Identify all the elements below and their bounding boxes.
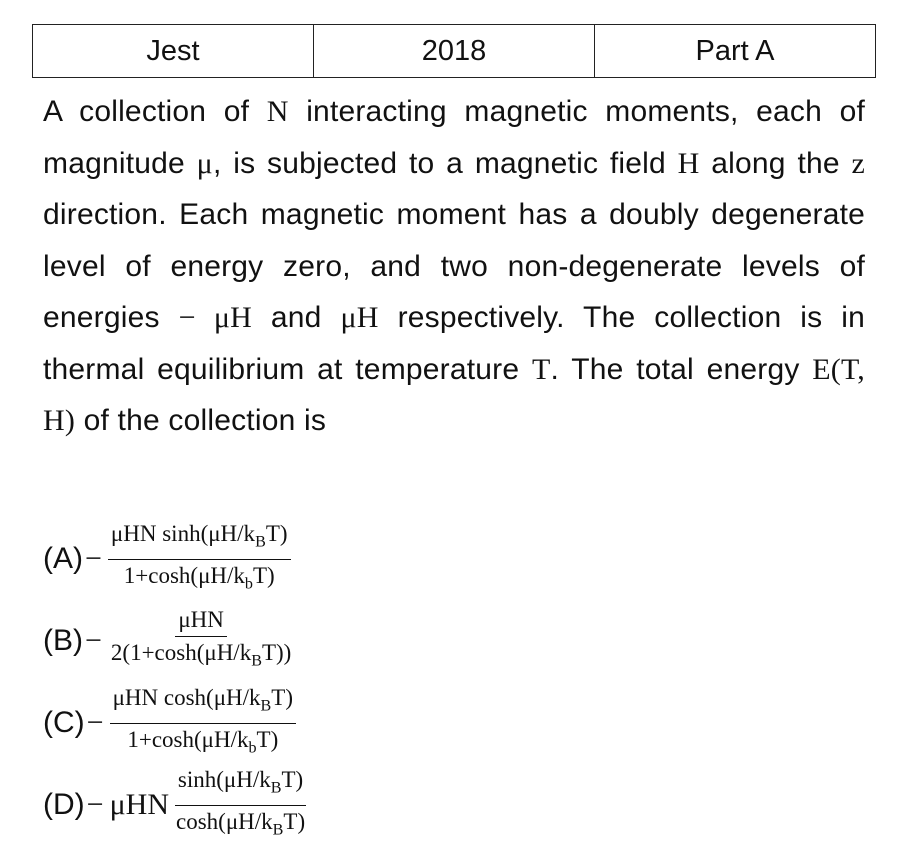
option-d[interactable] [43,764,308,846]
question-text [43,86,865,447]
question-fragment: respectively. The collection is in thermal equilibrium at temperature [43,301,865,386]
minus-sign: − [86,788,104,821]
symbol-N: N [266,95,289,128]
numerator: $\sinh(\mu H/k_BT)$ [175,766,306,806]
part-cell: Part A [595,25,876,78]
question-fragment: interacting magnetic moments, each of magnitude [43,95,865,180]
fraction [110,684,296,762]
answer-options [43,518,308,846]
question-fragment: and [251,301,341,334]
denominator: $2(1+\cosh(\mu H/k_BT))$ [110,640,292,670]
numerator: μHN [175,606,227,637]
numerator: μHN $\cosh(\mu H/k_BT)$ [110,684,296,724]
symbol-H: H [677,146,700,180]
header-table [32,24,876,78]
fraction [173,766,308,844]
year-cell: 2018 [314,25,595,78]
minus-sign: − [85,542,102,575]
option-label: (A) [43,542,83,575]
option-label: (D) [43,788,85,821]
option-a[interactable] [43,518,308,600]
symbol-energy: E(T, H) [43,352,865,437]
question-fragment: . The total energy [550,352,813,386]
question-fragment: , is subjected to a magnetic field [212,146,678,180]
numerator: μHN $\sinh(\mu H/k_BT)$ [108,520,291,560]
denominator: $1+\cosh(\mu H/k_bT)$ [123,562,275,593]
question-fragment: along the [699,146,852,180]
option-b[interactable] [43,600,308,682]
symbol-muH: μH [340,301,379,334]
symbol-mu: μ [196,146,213,180]
minus-sign: − [85,624,102,657]
option-label: (B) [43,624,83,657]
leading-factor: μHN [109,788,169,821]
fraction [108,520,291,598]
question-fragment: of the collection is [75,404,327,437]
option-label: (C) [43,706,85,739]
minus-sign: − [86,706,104,739]
denominator: $\cosh(\mu H/k_BT)$ [176,808,306,839]
fraction [108,606,294,676]
question-fragment: direction. Each magnetic moment has a doubly degenerate level of energy zero, and two non-degenerate levels of energies [43,198,865,334]
denominator: $1+\cosh(\mu H/k_bT)$ [127,726,279,757]
header-row [33,25,876,78]
option-c[interactable] [43,682,308,764]
exam-cell: Jest [33,25,314,78]
symbol-T: T [531,352,551,386]
question-fragment: A collection of [43,95,267,128]
symbol-neg-muH: − μH [178,301,252,334]
symbol-z: z [851,146,866,180]
